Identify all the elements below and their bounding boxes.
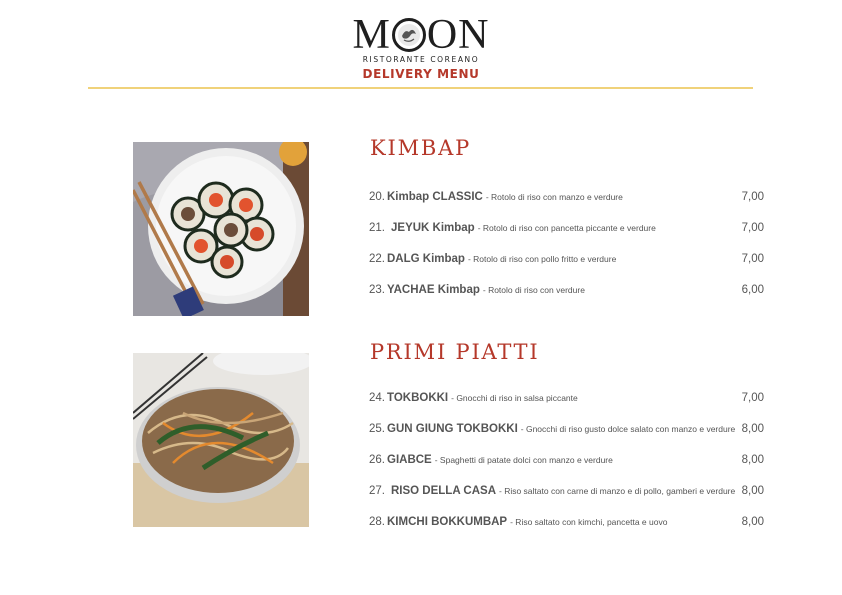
kimbap-photo <box>133 142 309 316</box>
restaurant-logo <box>352 14 489 56</box>
moon-emblem-icon <box>392 18 426 52</box>
item-description: - Rotolo di riso con verdure <box>482 285 585 295</box>
item-price: 7,00 <box>741 392 764 404</box>
item-description: - Spaghetti di patate dolci con manzo e verdure <box>434 455 613 465</box>
item-name: TOKBOKKI <box>387 392 449 404</box>
item-price: 6,00 <box>741 284 764 296</box>
item-name: GUN GIUNG TOKBOKKI <box>387 423 518 435</box>
menu-item <box>369 485 764 501</box>
menu-item <box>369 253 764 269</box>
menu-item <box>369 454 764 470</box>
item-price: 8,00 <box>741 423 764 435</box>
item-number: 26. <box>369 454 385 466</box>
section-title-kimbap: KIMBAP <box>370 136 472 160</box>
item-name: Kimbap CLASSIC <box>387 191 483 203</box>
item-description: - Riso saltato con carne di manzo e di pollo, gamberi e verdure <box>499 486 736 496</box>
item-price: 8,00 <box>741 454 764 466</box>
item-name: KIMCHI BOKKUMBAP <box>387 516 508 528</box>
menu-item <box>369 284 764 300</box>
item-name: JEYUK Kimbap <box>391 222 475 234</box>
item-price: 8,00 <box>741 516 764 528</box>
section-title-primi-piatti: PRIMI PIATTI <box>370 340 540 364</box>
menu-item <box>369 222 764 238</box>
item-price: 7,00 <box>741 222 764 234</box>
item-number: 22. <box>369 253 385 265</box>
item-description: - Rotolo di riso con manzo e verdure <box>485 192 623 202</box>
logo-letters-end: ON <box>426 12 490 58</box>
item-price: 7,00 <box>741 253 764 265</box>
item-number: 21. <box>369 222 385 234</box>
item-number: 28. <box>369 516 385 528</box>
item-price: 7,00 <box>741 191 764 203</box>
menu-item <box>369 191 764 207</box>
item-price: 8,00 <box>741 485 764 497</box>
menu-item <box>369 392 764 408</box>
item-number: 23. <box>369 284 385 296</box>
item-name: RISO DELLA CASA <box>391 485 496 497</box>
logo-letters-start: M <box>352 12 391 58</box>
item-description: - Rotolo di riso con pancetta piccante e verdure <box>477 223 656 233</box>
item-number: 20. <box>369 191 385 203</box>
restaurant-header <box>0 14 842 81</box>
restaurant-subtitle: RISTORANTE COREANO <box>362 55 480 64</box>
menu-item <box>369 423 764 439</box>
item-description: - Riso saltato con kimchi, pancetta e uovo <box>510 517 668 527</box>
delivery-menu-title: DELIVERY MENU <box>362 67 480 81</box>
item-description: - Gnocchi di riso in salsa piccante <box>451 393 578 403</box>
item-number: 27. <box>369 485 385 497</box>
item-name: DALG Kimbap <box>387 253 465 265</box>
item-description: - Rotolo di riso con pollo fritto e verdure <box>467 254 617 264</box>
menu-item <box>369 516 764 532</box>
item-number: 25. <box>369 423 385 435</box>
header-divider <box>88 87 753 89</box>
item-description: - Gnocchi di riso gusto dolce salato con manzo e verdure <box>520 424 736 434</box>
item-name: GIABCE <box>387 454 432 466</box>
item-number: 24. <box>369 392 385 404</box>
primi-piatti-photo <box>133 353 309 527</box>
item-name: YACHAE Kimbap <box>387 284 480 296</box>
